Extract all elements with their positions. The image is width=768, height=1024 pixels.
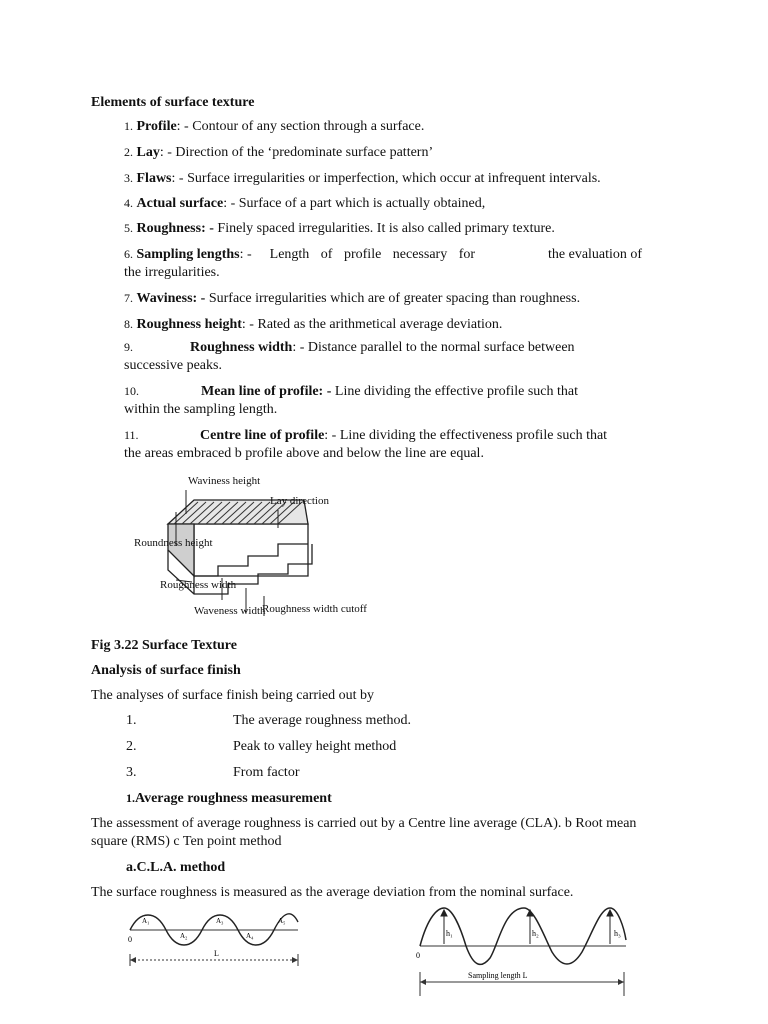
item-text: Surface irregularities or imperfection, which occur at infrequent intervals. — [187, 171, 601, 186]
item-sep: : - — [292, 340, 308, 355]
label-waviness: Waviness height — [188, 475, 261, 487]
item-sep: : - — [159, 145, 176, 160]
method-2 — [126, 739, 396, 755]
item-8 — [124, 317, 502, 333]
item-number: 7. — [124, 291, 133, 305]
item-6-text-end: the evaluation of — [548, 247, 643, 262]
label-waviness-width: Waveness width — [194, 605, 266, 617]
item-number: 10. — [124, 384, 139, 398]
label-a1: A₁ — [142, 917, 150, 925]
label-origin: 0 — [128, 935, 132, 944]
label-a4: A₄ — [246, 932, 254, 940]
item-1 — [124, 119, 424, 135]
item-9-continuation: successive peaks. — [124, 358, 222, 373]
item-number: 8. — [124, 317, 133, 331]
label-roughness-cutoff: Roughness width cutoff — [262, 603, 367, 615]
item-5 — [124, 221, 555, 237]
item-term: Actual surface — [136, 196, 224, 211]
item-number: 6. — [124, 247, 133, 261]
item-sep: : - — [239, 247, 252, 262]
method-text: The average roughness method. — [233, 713, 412, 728]
item-number: 11. — [124, 428, 139, 442]
item-11 — [124, 428, 607, 444]
item-sep: : - — [223, 196, 239, 211]
item-10 — [124, 384, 578, 400]
item-text: Distance parallel to the normal surface between — [307, 340, 575, 355]
item-term: Roughness: - — [136, 221, 214, 236]
item-3 — [124, 171, 601, 187]
analysis-heading: Analysis of surface finish — [91, 663, 241, 678]
figure-caption: Fig 3.22 Surface Texture — [91, 638, 237, 653]
item-text: Surface of a part which is actually obtained, — [238, 196, 486, 211]
item-term: Mean line of profile: - — [201, 384, 332, 399]
label-h3: h₃ — [614, 929, 621, 938]
method-3 — [126, 765, 299, 781]
label-a5: A₅ — [278, 917, 286, 925]
method-text: Peak to valley height method — [233, 739, 397, 754]
subsection-number: 1. — [126, 791, 135, 805]
label-l: L — [214, 949, 219, 958]
label-a3: A₃ — [216, 917, 224, 925]
label-roundness-height: Roundness height — [134, 537, 213, 549]
item-number: 2. — [124, 145, 133, 159]
cla-text: The surface roughness is measured as the average deviation from the nominal surface. — [91, 885, 574, 900]
item-text: Contour of any section through a surface. — [192, 119, 425, 134]
item-term: Roughness height — [136, 317, 242, 332]
subsection-title: Average roughness measurement — [135, 791, 332, 806]
item-6 — [124, 247, 475, 263]
label-a2: A₂ — [180, 932, 188, 940]
item-text: Finely spaced irregularities. It is also called primary texture. — [217, 221, 555, 236]
item-text: Line dividing the effective profile such that — [334, 384, 578, 399]
label-h1: h₁ — [446, 929, 453, 938]
item-term: Waviness: - — [136, 291, 206, 306]
item-text: Length of profile necessary for — [269, 247, 476, 262]
surface-texture-figure — [128, 470, 367, 634]
item-text: Direction of the ‘predominate surface pattern’ — [175, 145, 434, 160]
item-number: 4. — [124, 196, 133, 210]
item-text: Rated as the arithmetical average deviation. — [257, 317, 503, 332]
item-number: 3. — [124, 171, 133, 185]
item-term: Roughness width — [190, 340, 293, 355]
analysis-intro: The analyses of surface finish being carried out by — [91, 688, 375, 703]
peak-height-figure — [412, 906, 634, 998]
item-term: Sampling lengths — [136, 247, 240, 262]
item-term: Profile — [136, 119, 177, 134]
label-h2: h₂ — [532, 929, 539, 938]
item-term: Flaws — [136, 171, 172, 186]
item-number: 5. — [124, 221, 133, 235]
item-sep: : - — [241, 317, 258, 332]
label-origin: 0 — [416, 951, 420, 960]
item-number: 9. — [124, 340, 133, 354]
method-number: 3. — [126, 765, 137, 780]
item-text: Line dividing the effectiveness profile such that — [339, 428, 608, 443]
subsection-heading — [126, 791, 332, 807]
item-term: Lay — [136, 145, 160, 160]
label-sampling-length: Sampling length L — [468, 971, 528, 980]
cla-heading: a.C.L.A. method — [126, 860, 226, 875]
cla-area-figure — [126, 906, 306, 972]
item-sep: : - — [324, 428, 340, 443]
assessment-line-2: square (RMS) c Ten point method — [91, 834, 282, 849]
method-number: 2. — [126, 739, 137, 754]
item-2 — [124, 145, 433, 161]
item-text: Surface irregularities which are of greater spacing than roughness. — [208, 291, 581, 306]
method-1 — [126, 713, 411, 729]
item-term: Centre line of profile — [200, 428, 325, 443]
item-sep: : - — [171, 171, 188, 186]
label-roughness-width: Roughness width — [160, 579, 237, 591]
item-9 — [124, 340, 575, 356]
item-4 — [124, 196, 485, 212]
item-6-continuation: the irregularities. — [124, 265, 220, 280]
item-11-continuation: the areas embraced b profile above and below the line are equal. — [124, 446, 484, 461]
label-lay-direction: Lay direction — [270, 495, 329, 507]
item-10-continuation: within the sampling length. — [124, 402, 278, 417]
item-sep: : - — [176, 119, 193, 134]
item-7 — [124, 291, 580, 307]
method-number: 1. — [126, 713, 137, 728]
item-number: 1. — [124, 119, 133, 133]
section-heading: Elements of surface texture — [91, 95, 255, 110]
assessment-line-1: The assessment of average roughness is carried out by a Centre line average (CLA). b Root mean — [91, 816, 637, 831]
method-text: From factor — [233, 765, 300, 780]
